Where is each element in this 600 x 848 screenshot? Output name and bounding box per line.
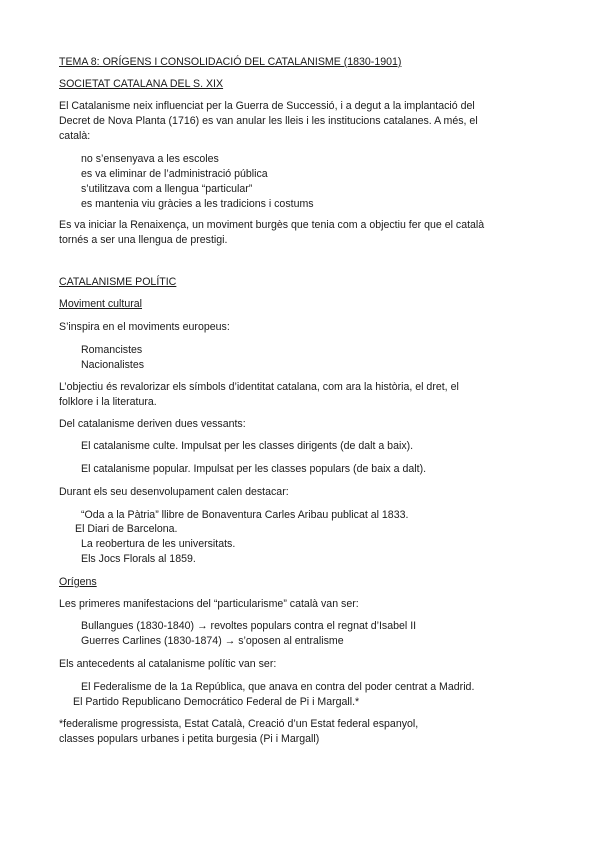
renaixenca-line-2: tornés a ser una llengua de prestigi. — [59, 234, 228, 246]
vessants-intro: Del catalanisme deriven dues vessants: — [59, 418, 246, 430]
document-title: TEMA 8: ORÍGENS I CONSOLIDACIÓ DEL CATALANISME (1830-1901) — [59, 56, 402, 68]
footnote-line-2: classes populars urbanes i petita burgesia (Pi i Margall) — [59, 733, 320, 745]
destacar-intro: Durant els seu desenvolupament calen destacar: — [59, 486, 289, 498]
origens-intro: Les primeres manifestacions del “particularisme” català van ser: — [59, 598, 359, 610]
inspira-line: S’inspira en el moviments europeus: — [59, 321, 230, 333]
list-item: es mantenia viu gràcies a les tradicions i costums — [81, 198, 314, 210]
objectiu-line-2: folklore i la literatura. — [59, 396, 157, 408]
list-item: La reobertura de les universitats. — [81, 538, 236, 550]
section-heading-catalanisme-politic: CATALANISME POLÍTIC — [59, 276, 177, 288]
list-item: Bullangues (1830-1840) → revoltes populars contra el regnat d’Isabel II — [81, 620, 417, 632]
list-item: Romancistes — [81, 344, 143, 356]
intro-line-2: Decret de Nova Planta (1716) es van anular les lleis i les institucions catalanes. A més, el — [59, 115, 478, 127]
objectiu-line-1: L’objectiu és revalorizar els símbols d’identitat catalana, com ara la història, el dret, el — [59, 381, 459, 393]
footnote-line-1: *federalisme progressista, Estat Català, Creació d’un Estat federal espanyol, — [59, 718, 419, 730]
section-heading-societat: SOCIETAT CATALANA DEL S. XIX — [59, 78, 224, 90]
renaixenca-line-1: Es va iniciar la Renaixença, un moviment burgès que tenia com a objectiu fer que el català — [59, 219, 485, 231]
list-item: El catalanisme culte. Impulsat per les classes dirigents (de dalt a baix). — [81, 440, 414, 452]
list-item: es va eliminar de l’administració pública — [81, 168, 268, 180]
list-item: Els Jocs Florals al 1859. — [81, 553, 196, 565]
list-item: El Diari de Barcelona. — [75, 523, 178, 535]
antecedents-intro: Els antecedents al catalanisme polític van ser: — [59, 658, 277, 670]
list-item: El catalanisme popular. Impulsat per les classes populars (de baix a dalt). — [81, 463, 427, 475]
subheading-moviment-cultural: Moviment cultural — [59, 298, 143, 310]
intro-line-1: El Catalanisme neix influenciat per la Guerra de Successió, i a degut a la implantació del — [59, 100, 475, 112]
intro-line-3: català: — [59, 130, 91, 142]
list-item: s’utilitzava com a llengua “particular” — [81, 183, 253, 195]
list-item: El Federalisme de la 1a República, que anava en contra del poder centrat a Madrid. — [81, 681, 475, 693]
subheading-origens: Orígens — [59, 576, 97, 588]
list-item: El Partido Republicano Democrático Federal de Pi i Margall.* — [73, 696, 360, 708]
list-item: no s’ensenyava a les escoles — [81, 153, 219, 165]
list-item: “Oda a la Pàtria” llibre de Bonaventura Carles Aribau publicat al 1833. — [81, 509, 409, 521]
list-item: Guerres Carlines (1830-1874) → s’oposen al entralisme — [81, 635, 344, 647]
list-item: Nacionalistes — [81, 359, 145, 371]
